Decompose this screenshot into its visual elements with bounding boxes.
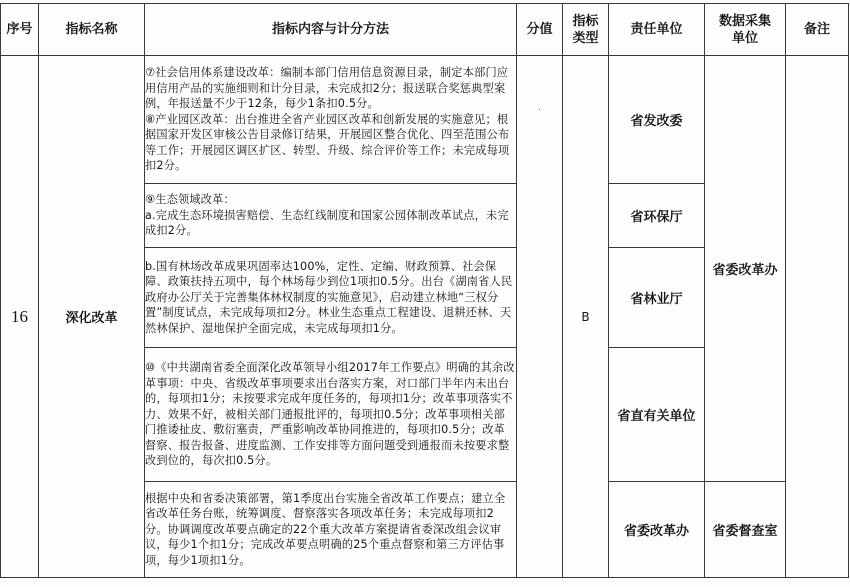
- content-line: 根据中央和省委决策部署，第1季度出台实施全省改革工作要点；建立全省改革任务台账，统筹调度、督察落实各项改革任务；未完成每项扣2分。协调调度改革要点确定的22个重大改革方案提请省委深改组会议审议，每少1个扣1分；完成改革要点明确的25个重点督察和第三方评估事项，每少1项扣1分。: [145, 491, 506, 567]
- responsible-unit-cell: 省环保厅: [609, 184, 705, 248]
- collect-unit-cell: 省委改革办: [705, 56, 786, 482]
- header-note: 备注: [786, 4, 849, 56]
- collect-unit-cell: 省委督查室: [705, 482, 786, 578]
- seq-cell: 16: [1, 56, 39, 578]
- table-row: [1, 56, 849, 184]
- note-cell: [786, 56, 849, 578]
- content-line: ⑨生态领域改革：: [145, 193, 235, 207]
- content-cell: [145, 482, 517, 578]
- header-collect-line2: 单位: [731, 30, 758, 46]
- content-line: ⑦社会信用体系建设改革：编制本部门信用信息资源目录，制定本部门应用信用产品的实施细则和计分目录，未完成扣2分；报送联合奖惩典型案例，年报送量不少于12条，每少1条扣0.5分。: [145, 66, 509, 111]
- header-content: 指标内容与计分方法: [145, 4, 517, 56]
- header-type: [563, 4, 609, 56]
- header-type-line2: 类型: [572, 30, 599, 46]
- indicator-table: [0, 3, 849, 578]
- header-collect-line1: 数据采集: [718, 13, 771, 29]
- content-line: ⑩《中共湖南省委全面深化改革领导小组2017年工作要点》明确的其余改革事项：中央、省级改革事项要求出台落实方案，对口部门半年内未出台的，每项扣1分；未按要求完成年度任务的，每项扣1分；改革事项落实不力、效果不好，被相关部门通报批评的，每项扣0.5分；改革事项相关部门推诿扯皮、敷衍塞责，严重影响改革协同推进的，每项扣0.5分；改革督察、报告报备、进度监测、工作安排等方面问题受到通报而未按要求整改到位的，每次扣0.5分。: [145, 361, 515, 468]
- content-line: b.国有林场改革成果巩固率达100%，定性、定编、财政预算、社会保障、政策扶持五项中，每个林场每少到位1项扣0.5分。出台《湖南省人民政府办公厅关于完善集体林权制度的实施意见》，启动建立林地“三权分置”制度试点，未完成每项扣2分。林业生态重点工程建设、退耕还林、天然林保护、湿地保护全面完成，未完成每项扣1分。: [145, 259, 513, 335]
- header-name: 指标名称: [39, 4, 145, 56]
- responsible-unit-cell: 省直有关单位: [609, 348, 705, 482]
- responsible-unit-cell: 省委改革办: [609, 482, 705, 578]
- type-cell: B: [563, 56, 609, 578]
- responsible-unit-cell: 省发改委: [609, 56, 705, 184]
- content-cell: [145, 56, 517, 184]
- header-seq: 序号: [1, 4, 39, 56]
- content-cell: [145, 184, 517, 248]
- responsible-unit-cell: 省林业厅: [609, 248, 705, 348]
- header-row: [1, 4, 849, 56]
- content-line: ⑧产业园区改革：出台推进全省产业园区改革和创新发展的实施意见；根据国家开发区审核公告目录修订结果，开展园区整合优化、四至范围公布等工作；开展园区调区扩区、转型、升级、综合评价等工作；未完成每项扣2分。: [145, 112, 510, 173]
- header-type-line1: 指标: [572, 13, 599, 29]
- header-resp: 责任单位: [609, 4, 705, 56]
- header-collect: [705, 4, 786, 56]
- header-score: 分值: [517, 4, 563, 56]
- content-line: a.完成生态环境损害赔偿、生态红线制度和国家公园体制改革试点，未完成扣2分。: [145, 208, 509, 238]
- content-cell: [145, 248, 517, 348]
- content-cell: [145, 348, 517, 482]
- indicator-name-cell: 深化改革: [39, 56, 145, 578]
- score-cell: ·: [517, 56, 563, 578]
